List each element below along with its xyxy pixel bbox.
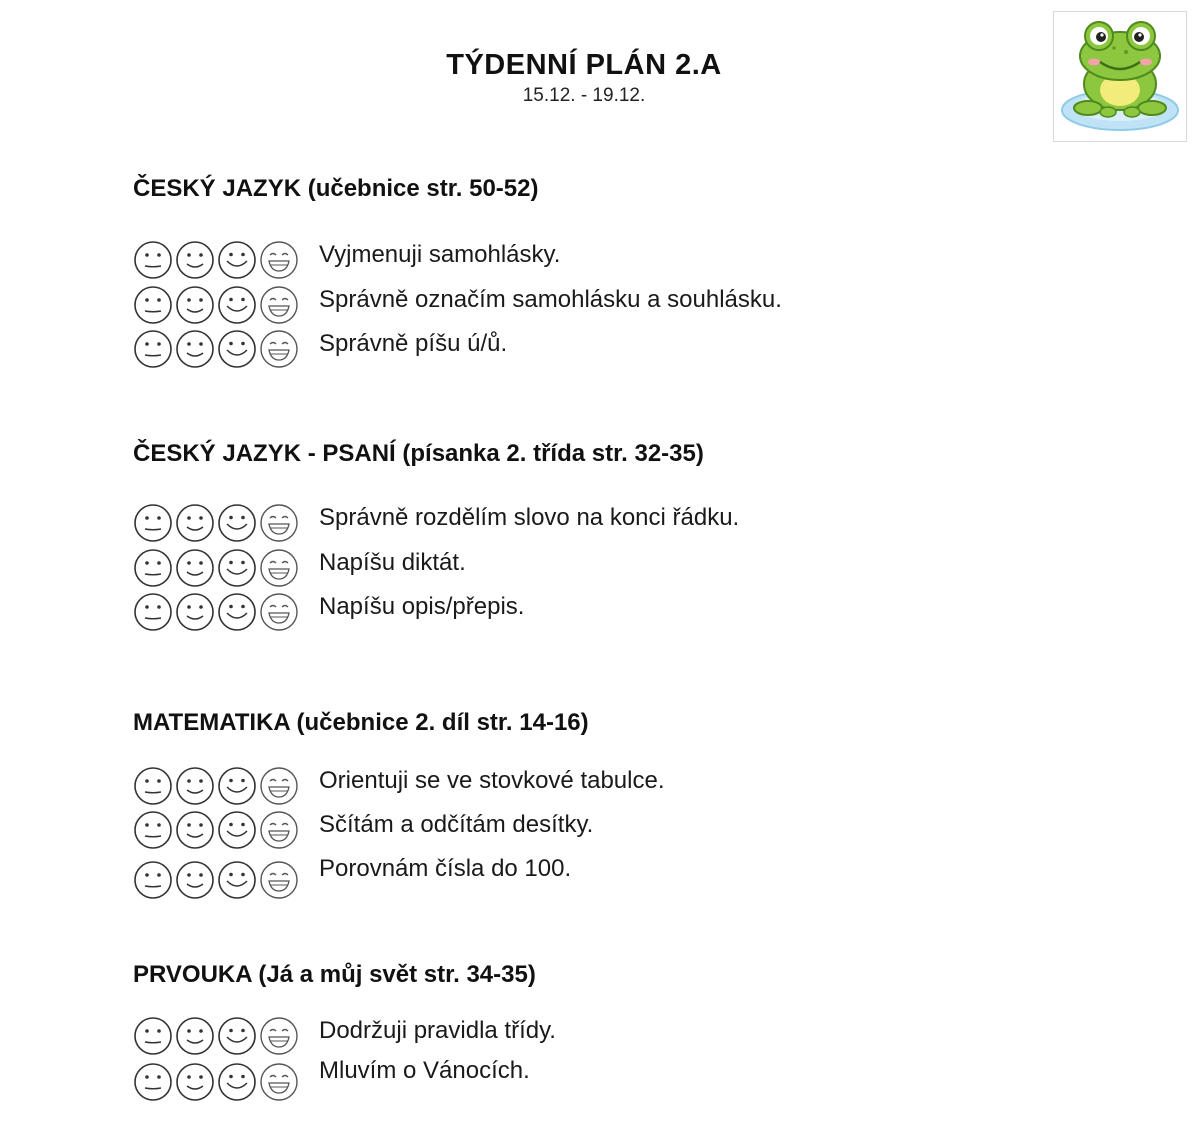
big-grin-face-icon[interactable]: [259, 1016, 299, 1056]
rating-faces[interactable]: [133, 502, 303, 544]
big-grin-face-icon[interactable]: [259, 285, 299, 325]
neutral-face-icon[interactable]: [133, 548, 173, 588]
goal-text: Správně píšu ú/ů.: [319, 330, 508, 357]
slight-smile-face-icon[interactable]: [175, 766, 215, 806]
goal-row: [133, 1014, 556, 1058]
big-grin-face-icon[interactable]: [259, 860, 299, 900]
big-grin-face-icon[interactable]: [259, 329, 299, 369]
rating-faces[interactable]: [133, 1061, 303, 1103]
slight-smile-face-icon[interactable]: [175, 1016, 215, 1056]
rating-faces[interactable]: [133, 859, 303, 901]
smile-face-icon[interactable]: [217, 548, 257, 588]
rating-faces[interactable]: [133, 328, 303, 370]
goal-text: Mluvím o Vánocích.: [319, 1057, 530, 1084]
goal-row: [133, 590, 525, 634]
neutral-face-icon[interactable]: [133, 1062, 173, 1102]
smile-face-icon[interactable]: [217, 810, 257, 850]
neutral-face-icon[interactable]: [133, 285, 173, 325]
rating-faces[interactable]: [133, 284, 303, 326]
rating-faces[interactable]: [133, 591, 303, 633]
date-range: 15.12. - 19.12.: [522, 85, 646, 106]
slight-smile-face-icon[interactable]: [175, 810, 215, 850]
big-grin-face-icon[interactable]: [259, 810, 299, 850]
neutral-face-icon[interactable]: [133, 503, 173, 543]
smile-face-icon[interactable]: [217, 766, 257, 806]
section-title: MATEMATIKA (učebnice 2. díl str. 14-16): [133, 709, 589, 736]
neutral-face-icon[interactable]: [133, 810, 173, 850]
goal-text: Napíšu opis/přepis.: [319, 593, 525, 620]
smile-face-icon[interactable]: [217, 240, 257, 280]
big-grin-face-icon[interactable]: [259, 592, 299, 632]
goal-row: [133, 1057, 530, 1104]
smile-face-icon[interactable]: [217, 329, 257, 369]
goal-row: [133, 546, 466, 590]
rating-faces[interactable]: [133, 765, 303, 807]
goal-text: Vyjmenuji samohlásky.: [319, 241, 561, 268]
rating-faces[interactable]: [133, 547, 303, 589]
goal-row: [133, 501, 740, 545]
section-title: PRVOUKA (Já a můj svět str. 34-35): [133, 961, 536, 988]
slight-smile-face-icon[interactable]: [175, 548, 215, 588]
neutral-face-icon[interactable]: [133, 592, 173, 632]
section-matematika: [133, 708, 1033, 908]
smile-face-icon[interactable]: [217, 285, 257, 325]
goal-text: Sčítám a odčítám desítky.: [319, 811, 594, 838]
smile-face-icon[interactable]: [217, 592, 257, 632]
slight-smile-face-icon[interactable]: [175, 503, 215, 543]
section-title: ČESKÝ JAZYK - PSANÍ (písanka 2. třída str. 32-35): [133, 440, 704, 467]
section-prvouka: [133, 960, 1033, 1120]
slight-smile-face-icon[interactable]: [175, 860, 215, 900]
neutral-face-icon[interactable]: [133, 1016, 173, 1056]
goal-row: [133, 855, 572, 902]
goal-text: Dodržuji pravidla třídy.: [319, 1017, 556, 1044]
rating-faces[interactable]: [133, 1015, 303, 1057]
slight-smile-face-icon[interactable]: [175, 329, 215, 369]
rating-faces[interactable]: [133, 809, 303, 851]
goal-row: [133, 238, 561, 282]
goal-row: [133, 283, 782, 327]
smile-face-icon[interactable]: [217, 1062, 257, 1102]
page-title: TÝDENNÍ PLÁN 2.A: [446, 49, 722, 81]
goal-row: [133, 764, 665, 808]
frog-on-lily-pad-icon: [1054, 12, 1186, 141]
slight-smile-face-icon[interactable]: [175, 592, 215, 632]
slight-smile-face-icon[interactable]: [175, 285, 215, 325]
big-grin-face-icon[interactable]: [259, 1062, 299, 1102]
big-grin-face-icon[interactable]: [259, 503, 299, 543]
neutral-face-icon[interactable]: [133, 240, 173, 280]
section-cesky-jazyk: [133, 174, 1033, 374]
section-cesky-jazyk-psani: [133, 439, 1033, 639]
slight-smile-face-icon[interactable]: [175, 1062, 215, 1102]
big-grin-face-icon[interactable]: [259, 240, 299, 280]
big-grin-face-icon[interactable]: [259, 548, 299, 588]
slight-smile-face-icon[interactable]: [175, 240, 215, 280]
goal-text: Správně rozdělím slovo na konci řádku.: [319, 504, 740, 531]
neutral-face-icon[interactable]: [133, 766, 173, 806]
big-grin-face-icon[interactable]: [259, 766, 299, 806]
goal-row: [133, 808, 594, 852]
rating-faces[interactable]: [133, 239, 303, 281]
goal-text: Orientuji se ve stovkové tabulce.: [319, 767, 665, 794]
goal-text: Porovnám čísla do 100.: [319, 855, 572, 882]
goal-text: Napíšu diktát.: [319, 549, 466, 576]
section-title: ČESKÝ JAZYK (učebnice str. 50-52): [133, 175, 539, 202]
goal-row: [133, 327, 508, 371]
smile-face-icon[interactable]: [217, 1016, 257, 1056]
neutral-face-icon[interactable]: [133, 860, 173, 900]
smile-face-icon[interactable]: [217, 860, 257, 900]
frog-logo: [1053, 11, 1187, 142]
page-header: [0, 48, 1168, 108]
neutral-face-icon[interactable]: [133, 329, 173, 369]
goal-text: Správně označím samohlásku a souhlásku.: [319, 286, 782, 313]
smile-face-icon[interactable]: [217, 503, 257, 543]
